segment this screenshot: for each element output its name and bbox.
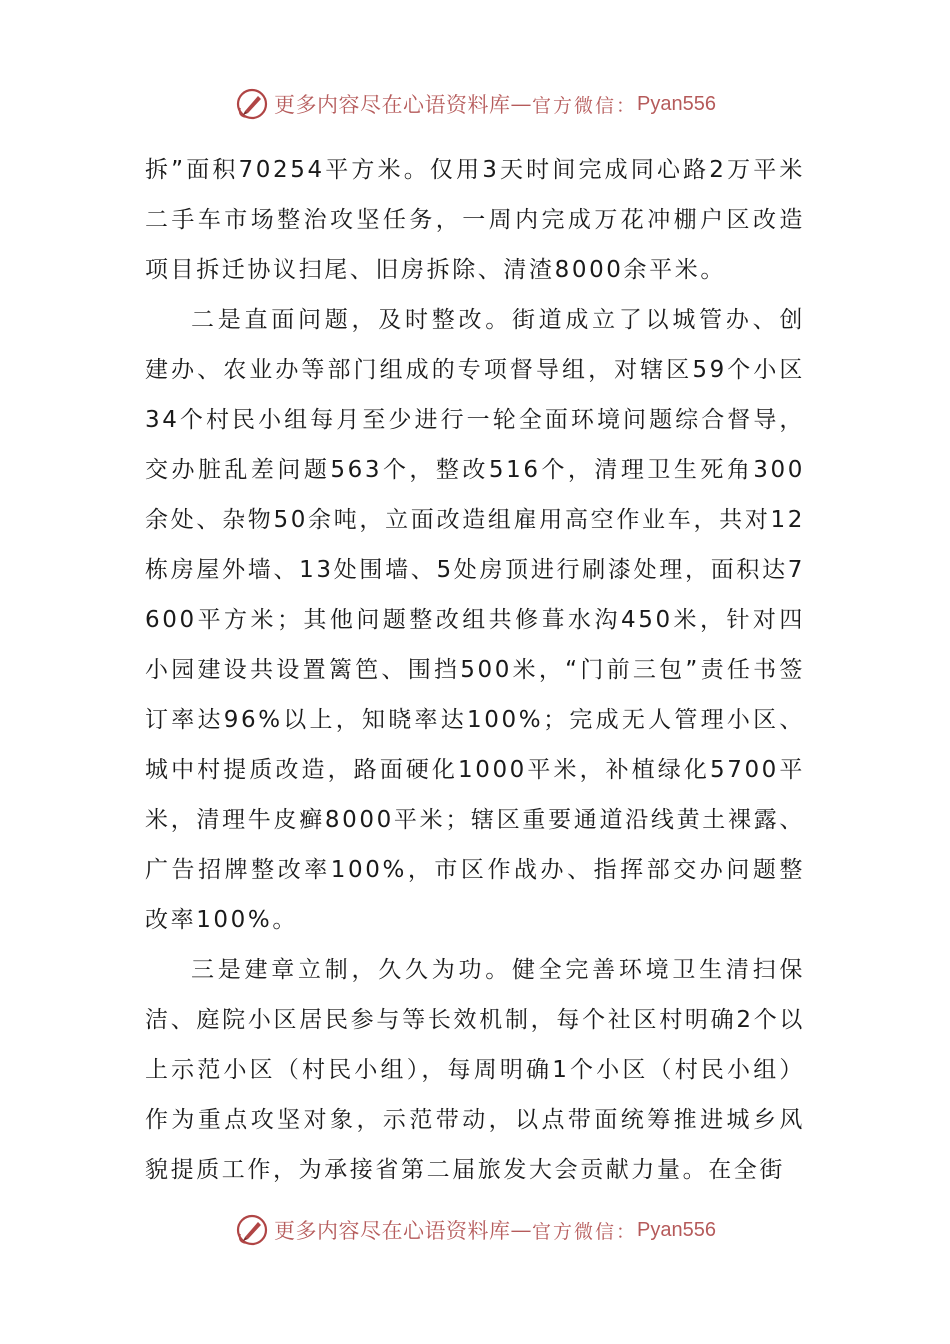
watermark-dash: — xyxy=(510,92,532,116)
paragraph-3: 三是建章立制，久久为功。健全完善环境卫生清扫保洁、庭院小区居民参与等长效机制，每个社区村明确2个以上示范小区（村民小组），每周明确1个小区（村民小组）作为重点攻坚对象，示范带动，以点带面统筹推进城乡风貌提质工作，为承接省第二届旅发大会贡献力量。在全街 xyxy=(145,957,805,1183)
watermark-official-label: 官方微信： xyxy=(532,94,638,117)
watermark-dash: — xyxy=(510,1218,532,1242)
watermark-brand: 更多内容尽在心语资料库 xyxy=(274,1219,511,1243)
watermark-official-label: 官方微信： xyxy=(532,1220,638,1243)
pen-logo-icon xyxy=(234,1212,270,1248)
watermark-wechat-id: Pyan556 xyxy=(637,1218,716,1241)
watermark-wechat-id: Pyan556 xyxy=(637,92,716,115)
paragraph-2: 二是直面问题，及时整改。街道成立了以城管办、创建办、农业办等部门组成的专项督导组，对辖区59个小区34个村民小组每月至少进行一轮全面环境问题综合督导，交办脏乱差问题563个，整改516个，清理卫生死角300余处、杂物50余吨，立面改造组雇用高空作业车，共对12栋房屋外墙、13处围墙、5处房顶进行刷漆处理，面积达7600平方米；其他问题整改组共修葺水沟450米，针对四小园建设共设置篱笆、围挡500米，“门前三包”责任书签订率达96%以上，知晓率达100%；完成无人管理小区、城中村提质改造，路面硬化1000平米，补植绿化5700平米，清理牛皮癣8000平米；辖区重要通道沿线黄土裸露、广告招牌整改率100%，市区作战办、指挥部交办问题整改率100%。 xyxy=(145,307,805,933)
pen-logo-icon xyxy=(234,86,270,122)
watermark-brand: 更多内容尽在心语资料库 xyxy=(274,93,511,117)
paragraph-1: 拆”面积70254平方米。仅用3天时间完成同心路2万平米二手车市场整治攻坚任务，一周内完成万花冲棚户区改造项目拆迁协议扫尾、旧房拆除、清渣8000余平米。 xyxy=(145,157,805,283)
document-body xyxy=(145,145,805,1195)
header-watermark xyxy=(0,84,950,124)
footer-watermark xyxy=(0,1210,950,1250)
